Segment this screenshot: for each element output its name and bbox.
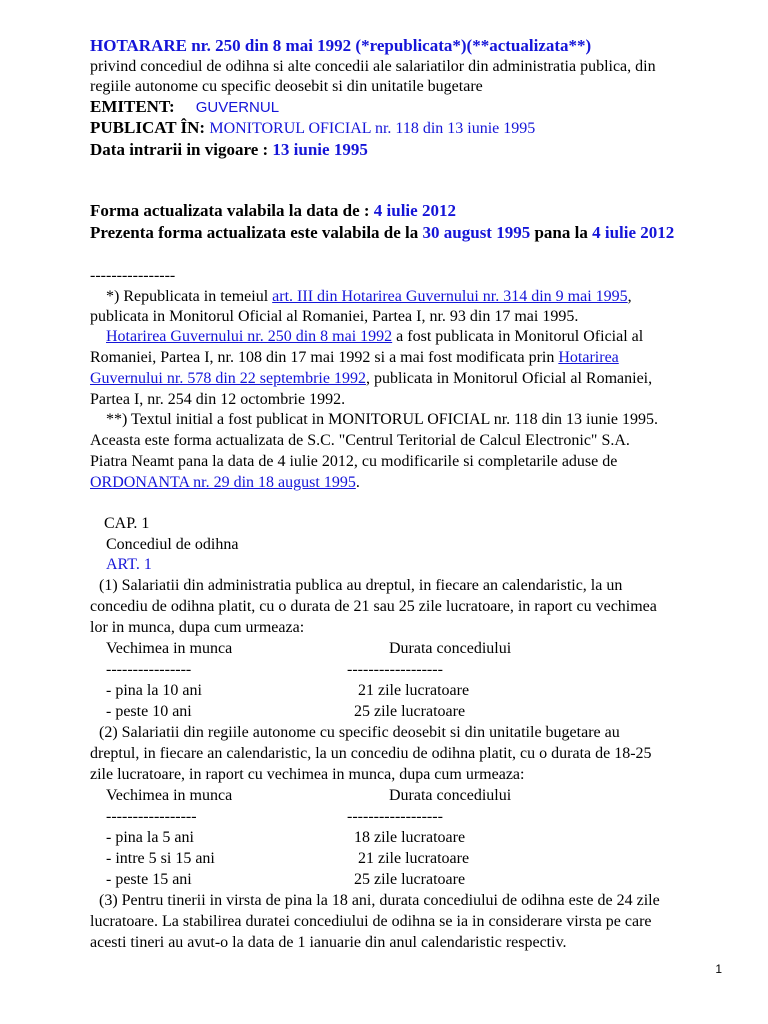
note-text: a fost publicata in Monitorul Oficial al <box>392 328 644 345</box>
table1-header-right: Durata concediului <box>389 640 512 657</box>
publicat-value: MONITORUL OFICIAL nr. 118 din 13 iunie 1995 <box>209 120 536 137</box>
note-line-8: Aceasta este forma actualizata de S.C. "Centrul Teritorial de Calcul Electronic" S.A. <box>90 432 630 449</box>
note-line-7: **) Textul initial a fost publicat in MONITORUL OFICIAL nr. 118 din 13 iunie 1995. <box>90 411 659 428</box>
paragraph-1-line3: lor in munca, dupa cum urmeaza: <box>90 619 305 636</box>
forma-line1 <box>90 201 456 221</box>
forma-line2-label: Prezenta forma actualizata este valabila de la <box>90 223 419 242</box>
paragraph-2-line3: zile lucratoare, in raport cu vechimea in munca, dupa cum urmeaza: <box>90 766 525 783</box>
forma-label: Forma actualizata valabila la data de : <box>90 201 370 220</box>
forma-line2-mid: pana la <box>534 223 588 242</box>
table2-row-right: 18 zile lucratoare <box>354 829 466 846</box>
note-line-1 <box>90 287 632 307</box>
publicat-label: PUBLICAT ÎN: <box>90 118 206 137</box>
paragraph-2-line2: dreptul, in fiecare an calendaristic, la un concediu de odihna platit, cu o durata de 18-25 <box>90 745 652 762</box>
note-text: *) Republicata in temeiul <box>90 288 273 305</box>
paragraph-1-line2: concediu de odihna platit, cu o durata de 21 sau 25 zile lucratoare, in raport cu vechimea <box>90 598 657 615</box>
intrare-label: Data intrarii in vigoare : <box>90 140 269 159</box>
table2-row-right: 21 zile lucratoare <box>358 850 470 867</box>
link-hg-578-1992-part2[interactable]: Guvernului nr. 578 din 22 septembrie 1992 <box>90 370 366 387</box>
table2-row-right: 25 zile lucratoare <box>354 871 466 888</box>
table2-header-left: Vechimea in munca <box>106 787 233 804</box>
link-hg-250-1992[interactable]: Hotarirea Guvernului nr. 250 din 8 mai 1992 <box>106 328 393 345</box>
forma-from-date: 30 august 1995 <box>422 223 531 242</box>
paragraph-2-line1: (2) Salariatii din regiile autonome cu specific deosebit si din unitatile bugetare au <box>99 724 620 741</box>
forma-date: 4 iulie 2012 <box>373 201 456 220</box>
link-hg-578-1992-part1[interactable]: Hotarirea <box>558 349 619 366</box>
emitent-label: EMITENT: <box>90 97 175 116</box>
note-line-3 <box>90 327 643 347</box>
note-text: , <box>627 288 632 305</box>
table1-row-left: - pina la 10 ani <box>106 682 202 699</box>
intrare-line <box>90 140 368 160</box>
note-line-9: Piatra Neamt pana la data de 4 iulie 2012, cu modificarile si completarile aduse de <box>90 453 618 470</box>
note-line-4 <box>90 348 619 368</box>
link-art-iii-hg-314[interactable]: art. III din Hotarirea Guvernului nr. 314 din 9 mai 1995 <box>272 288 628 305</box>
table1-separator-right: ------------------ <box>347 661 443 678</box>
document-subtitle-line1: privind concediul de odihna si alte concedii ale salariatilor din administratia publica, din <box>90 58 656 75</box>
note-line-10 <box>90 473 360 493</box>
forma-line2 <box>90 223 674 243</box>
table1-row-right: 21 zile lucratoare <box>358 682 470 699</box>
table1-row-left: - peste 10 ani <box>106 703 192 720</box>
table2-separator-right: ------------------ <box>347 808 443 825</box>
publicat-line <box>90 118 535 139</box>
note-line-6: Partea I, nr. 254 din 12 octombrie 1992. <box>90 391 346 408</box>
emitent-line <box>90 97 279 118</box>
table2-separator-left: ----------------- <box>106 808 197 825</box>
table2-row-left: - peste 15 ani <box>106 871 192 888</box>
table2-row-left: - intre 5 si 15 ani <box>106 850 215 867</box>
document-subtitle-line2: regiile autonome cu specific deosebit si din unitatile bugetare <box>90 78 483 95</box>
document-title: HOTARARE nr. 250 din 8 mai 1992 (*republicata*)(**actualizata**) <box>90 36 592 55</box>
table1-header-left: Vechimea in munca <box>106 640 233 657</box>
table1-separator-left: ---------------- <box>106 661 192 678</box>
chapter-title: Concediul de odihna <box>106 536 239 553</box>
paragraph-3-line3: acesti tineri au avut-o la data de 1 ianuarie din anul calendaristic respectiv. <box>90 934 567 951</box>
paragraph-3-line1: (3) Pentru tinerii in virsta de pina la 18 ani, durata concediului de odihna este de 24 zile <box>99 892 660 909</box>
paragraph-3-line2: lucratoare. La stabilirea duratei concediului de odihna se ia in considerare virsta pe care <box>90 913 652 930</box>
table2-header-right: Durata concediului <box>389 787 512 804</box>
note-text: Romaniei, Partea I, nr. 108 din 17 mai 1992 si a mai fost modificata prin <box>90 349 559 366</box>
link-ordonanta-29-1995[interactable]: ORDONANTA nr. 29 din 18 august 1995 <box>90 474 356 491</box>
chapter-heading: CAP. 1 <box>104 515 150 532</box>
table1-row-right: 25 zile lucratoare <box>354 703 466 720</box>
emitent-value: GUVERNUL <box>195 99 280 116</box>
note-line-5 <box>90 369 652 389</box>
note-text: . <box>355 474 360 491</box>
page-number: 1 <box>715 962 722 976</box>
table2-row-left: - pina la 5 ani <box>106 829 194 846</box>
paragraph-1-line1: (1) Salariatii din administratia publica au dreptul, in fiecare an calendaristic, la un <box>99 577 623 594</box>
note-line-2: publicata in Monitorul Oficial al Romaniei, Partea I, nr. 93 din 17 mai 1995. <box>90 308 579 325</box>
notes-separator: ---------------- <box>90 267 176 284</box>
note-text: , publicata in Monitorul Oficial al Romaniei, <box>365 370 653 387</box>
article-heading: ART. 1 <box>106 556 152 573</box>
intrare-value: 13 iunie 1995 <box>272 140 368 159</box>
forma-to-date: 4 iulie 2012 <box>592 223 675 242</box>
